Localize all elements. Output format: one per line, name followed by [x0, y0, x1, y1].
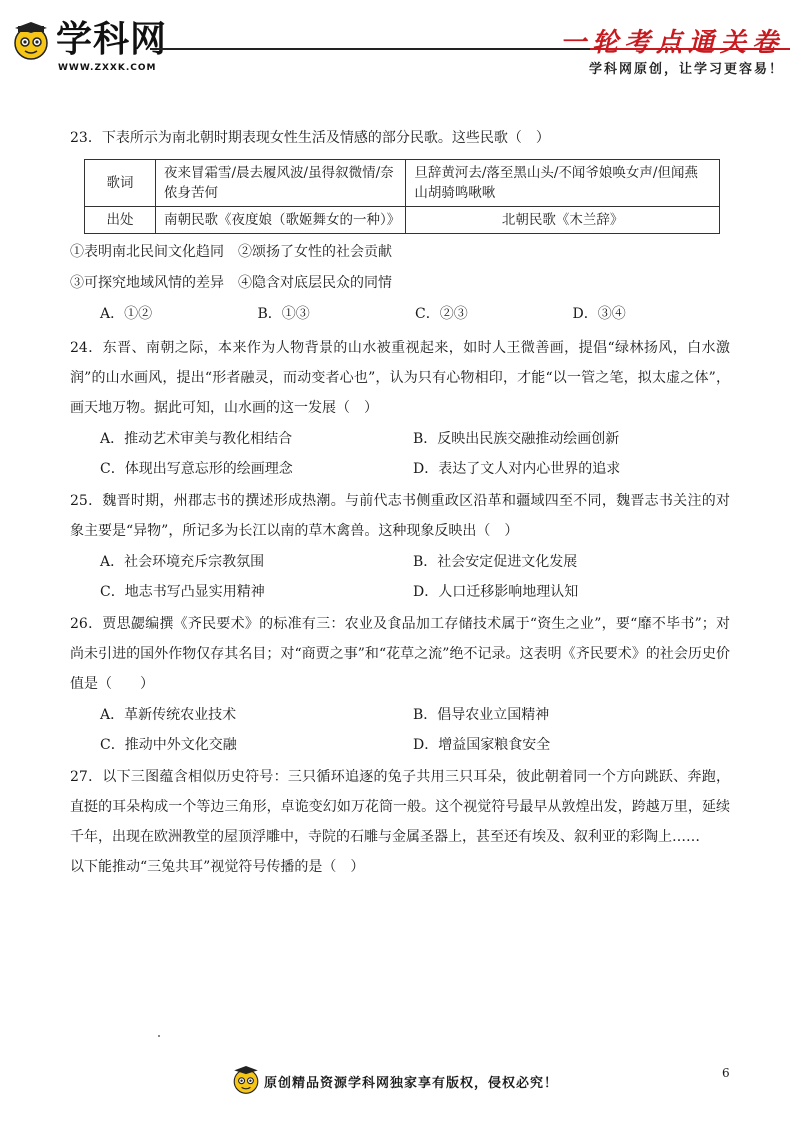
logo-url: WWW.ZXXK.COM [58, 63, 157, 73]
question-stem: 23．下表所示为南北朝时期表现女性生活及情感的部分民歌。这些民歌（ ） [70, 130, 550, 146]
header-banner: 一轮考点通关卷 [559, 28, 784, 58]
table-row [85, 160, 720, 207]
option-a[interactable]: A．社会环境充斥宗教氛围 [100, 554, 265, 570]
question-stem: 24．东晋、南朝之际，本来作为人物背景的山水被重视起来，如时人王微善画，提倡“绿林扬风，白水激润”的山水画风，提出“形者融灵，而动变者心也”，认为只有心物相印，才能“以一管之笔，拟太虚之体”，画天地万物。据此可知，山水画的这一发展（ ） [70, 340, 730, 416]
stray-mark [158, 1035, 160, 1037]
question-stem: 27．以下三图蕴含相似历史符号：三只循环追逐的兔子共用三只耳朵，彼此朝着同一个方向跳跃、奔跑，直挺的耳朵构成一个等边三角形，卓诡变幻如万花筒一般。这个视觉符号最早从敦煌出发，跨越万里，延续千年，出现在欧洲教堂的屋顶浮雕中，寺院的石雕与金属圣器上，甚至还有埃及、叙利亚的彩陶上…… [70, 769, 730, 845]
table-cell: 北朝民歌《木兰辞》 [406, 207, 720, 234]
table-cell: 夜来冒霜雪/晨去履风波/虽得叙微情/奈侬身苦何 [156, 160, 406, 207]
question-content [70, 128, 730, 882]
option-a[interactable]: A．革新传统农业技术 [100, 707, 237, 723]
table-cell: 歌词 [85, 160, 156, 207]
table-cell: 旦辞黄河去/落至黑山头/不闻爷娘唤女声/但闻燕山胡骑鸣啾啾 [406, 160, 720, 207]
logo-mascot-icon [12, 22, 50, 60]
footer-copyright: 原创精品资源学科网独家享有版权，侵权必究！ [264, 1076, 559, 1091]
question-23 [70, 128, 730, 325]
option-d[interactable]: D．表达了文人对内心世界的追求 [413, 461, 621, 477]
statement-line: ③可探究地域风情的差异 ④隐含对底层民众的同情 [70, 275, 392, 291]
option-c[interactable]: C．推动中外文化交融 [100, 737, 237, 753]
option-b[interactable]: B．①③ [257, 306, 310, 322]
table-cell: 出处 [85, 207, 156, 234]
question-25 [70, 486, 730, 603]
question-24 [70, 333, 730, 480]
header-rule [150, 48, 590, 50]
question-26 [70, 609, 730, 756]
option-d[interactable]: D．③④ [572, 306, 626, 322]
option-d[interactable]: D．人口迁移影响地理认知 [413, 584, 579, 600]
table-cell: 南朝民歌《夜度娘（歌姬舞女的一种）》 [156, 207, 406, 234]
page-number: 6 [722, 1066, 730, 1080]
option-c[interactable]: C．②③ [415, 306, 468, 322]
header-slogan: 学科网原创，让学习更容易！ [588, 62, 784, 77]
answer-options [100, 705, 730, 756]
question-27 [70, 762, 730, 882]
option-b[interactable]: B．反映出民族交融推动绘画创新 [413, 431, 620, 447]
question-prompt: 以下能推动“三兔共耳”视觉符号传播的是（ ） [70, 859, 365, 875]
question-stem: 26．贾思勰编撰《齐民要术》的标准有三：农业及食品加工存储技术属于“资生之业”，要“靡不毕书”；对尚未引进的国外作物仅存其名目；对“商贾之事”和“花草之流”绝不记录。这表明《齐民要术》的社会历史价值是（ ） [70, 616, 730, 692]
footer-mascot-icon [232, 1066, 260, 1094]
folk-song-table [84, 159, 720, 234]
statement-line: ①表明南北民间文化趋同 ②颂扬了女性的社会贡献 [70, 244, 392, 260]
table-row [85, 207, 720, 234]
logo-text: 学科网 [56, 19, 168, 60]
question-stem: 25．魏晋时期，州郡志书的撰述形成热潮。与前代志书侧重政区沿革和疆域四至不同，魏晋志书关注的对象主要是“异物”，所记多为长江以南的草木禽兽。这种现象反映出（ ） [70, 493, 730, 539]
answer-options [100, 429, 730, 480]
option-c[interactable]: C．地志书写凸显实用精神 [100, 584, 265, 600]
option-a[interactable]: A．①② [100, 306, 153, 322]
option-a[interactable]: A．推动艺术审美与教化相结合 [100, 431, 293, 447]
option-c[interactable]: C．体现出写意忘形的绘画理念 [100, 461, 293, 477]
option-b[interactable]: B．倡导农业立国精神 [413, 707, 550, 723]
page-footer [232, 1066, 592, 1106]
answer-options [100, 304, 730, 325]
answer-options [100, 552, 730, 603]
page-header [0, 0, 800, 90]
option-b[interactable]: B．社会安定促进文化发展 [413, 554, 578, 570]
option-d[interactable]: D．增益国家粮食安全 [413, 737, 551, 753]
